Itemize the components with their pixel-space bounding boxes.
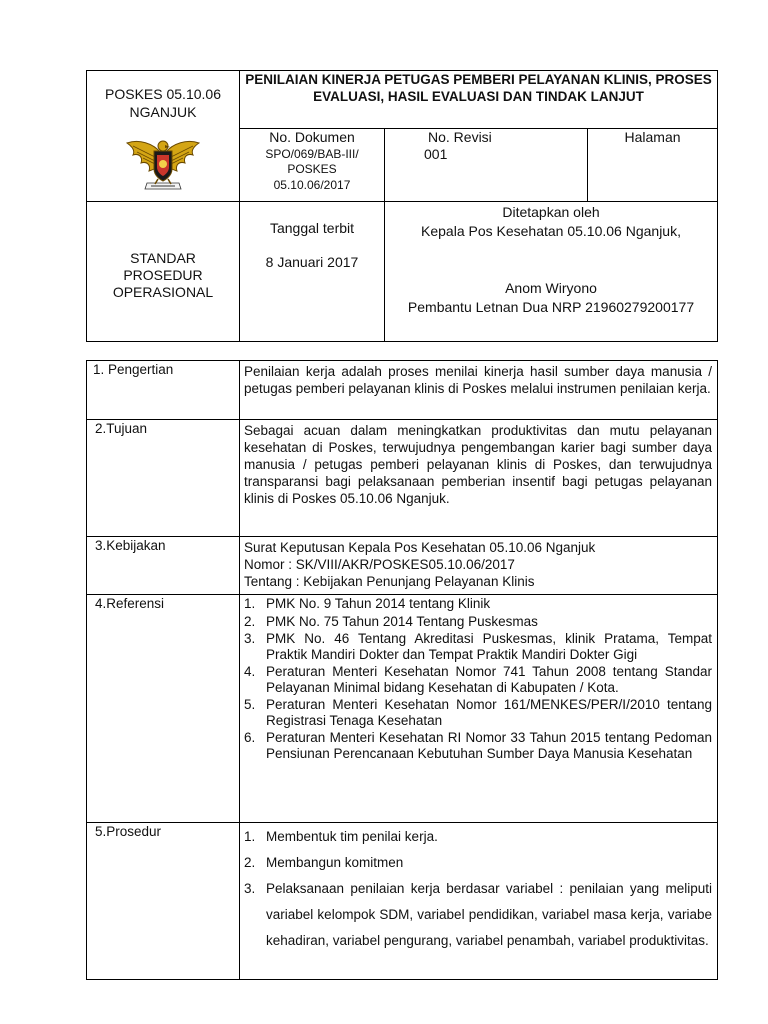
eagle-emblem-icon [125, 133, 201, 193]
document-number-value-3: 05.10.06/2017 [273, 178, 351, 192]
document-number-label: No. Dokumen [269, 129, 355, 145]
issue-date-value: 8 Januari 2017 [265, 254, 359, 270]
sop-line-2: PROSEDUR [123, 267, 203, 283]
revision-value: 001 [424, 146, 448, 162]
table-row [87, 537, 718, 595]
section-label-pengertian: 1. Pengertian [87, 361, 240, 420]
policy-line-1: Surat Keputusan Kepala Pos Kesehatan 05.10.06 Nganjuk [244, 540, 596, 555]
page-cell [588, 129, 718, 202]
section-label-prosedur: 5.Prosedur [87, 823, 240, 980]
policy-line-2: Nomor : SK/VIII/AKR/POSKES05.10.06/2017 [244, 557, 515, 572]
table-row [87, 420, 718, 537]
signatory-name: Anom Wiryono [505, 280, 597, 296]
issue-date-label: Tanggal terbit [269, 220, 355, 236]
table-row [87, 823, 718, 980]
section-label-tujuan: 2.Tujuan [87, 420, 240, 537]
revision-cell [385, 129, 588, 202]
signatory-rank: Pembantu Letnan Dua NRP 21960279200177 [407, 299, 695, 315]
sop-line-1: STANDAR [130, 250, 196, 266]
revision-label: No. Revisi [428, 129, 492, 145]
document-title: PENILAIAN KINERJA PETUGAS PEMBERI PELAYANAN KLINIS, PROSES EVALUASI, HASIL EVALUASI DAN TINDAK LANJUT [240, 71, 718, 129]
section-text-referensi [240, 595, 718, 823]
list-item: 3. PMK No. 46 Tentang Akreditasi Puskesmas, klinik Pratama, Tempat Praktik Mandiri Dokter dan Tempat Praktik Mandiri Dokter Gigi [244, 631, 712, 662]
section-label-referensi: 4.Referensi [87, 595, 240, 823]
page-label: Halaman [624, 129, 681, 145]
procedure-list [240, 824, 717, 954]
signature-cell [385, 202, 718, 342]
policy-line-3: Tentang : Kebijakan Penunjang Pelayanan Klinis [244, 574, 535, 589]
list-item: 6. Peraturan Menteri Kesehatan RI Nomor 33 Tahun 2015 tentang Pedoman Pensiunan Perencanaan Kebutuhan Sumber Daya Manusia Kesehatan [244, 730, 712, 761]
organization-cell [87, 71, 240, 202]
table-row [87, 595, 718, 823]
list-item: 3. Pelaksanaan penilaian kerja berdasar variabel : penilaian yang meliputi variabel kelompok SDM, variabel pendidikan, variabel masa kerja, variabe kehadiran, variabel pengurang, variabel penambah, variabel produktivitas. [244, 881, 712, 948]
organization-code: POSKES 05.10.06 [105, 86, 221, 102]
list-item: 1. PMK No. 9 Tahun 2014 tentang Klinik [244, 596, 491, 611]
section-text-tujuan: Sebagai acuan dalam meningkatkan produktivitas dan mutu pelayanan kesehatan di Poskes, terwujudnya pengembangan karier bagi sumber daya manusia / petugas pemberi pelayanan klinis di Poskes, dan terwujudnya transparansi bagi pelaksanaan pemberian insentif bagi petugas pelayanan klinis di Poskes 05.10.06 Nganjuk. [240, 420, 718, 537]
document-number-value-2: POSKES [287, 162, 337, 176]
list-item: 2. PMK No. 75 Tahun 2014 Tentang Puskesmas [244, 613, 538, 629]
section-text-kebijakan [240, 537, 718, 595]
header-table [86, 70, 718, 342]
sop-line-3: OPERASIONAL [112, 284, 214, 300]
table-row [87, 361, 718, 420]
procedure-table [86, 360, 718, 980]
list-item: 4. Peraturan Menteri Kesehatan Nomor 741 Tahun 2008 tentang Standar Pelayanan Minimal bidang Kesehatan di Kabupaten / Kota. [244, 664, 712, 695]
signatory-position: Kepala Pos Kesehatan 05.10.06 Nganjuk, [421, 223, 681, 239]
list-item: 2. Membangun komitmen [244, 855, 404, 870]
section-text-prosedur [240, 823, 718, 980]
issue-date-cell [240, 202, 385, 342]
sop-label-cell [87, 202, 240, 342]
section-label-kebijakan: 3.Kebijakan [87, 537, 240, 595]
organization-city: NGANJUK [129, 104, 197, 120]
established-by: Ditetapkan oleh [502, 204, 600, 220]
document-number-value-1: SPO/069/BAB-III/ [265, 147, 359, 161]
list-item: 5. Peraturan Menteri Kesehatan Nomor 161/MENKES/PER/I/2010 tentang Registrasi Tenaga Kesehatan [244, 697, 712, 728]
list-item: 1. Membentuk tim penilai kerja. [244, 829, 438, 844]
section-text-pengertian: Penilaian kerja adalah proses menilai kinerja hasil sumber daya manusia / petugas pemberi pelayanan klinis di Poskes melalui instrumen penilaian kerja. [240, 361, 718, 420]
reference-list [240, 596, 717, 761]
document-number-cell [240, 129, 385, 202]
